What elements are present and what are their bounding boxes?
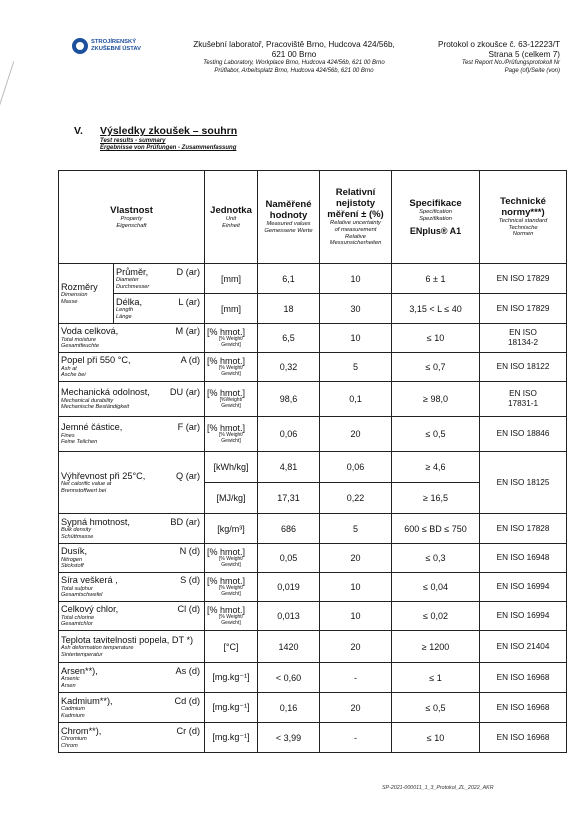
unit-cell: [% hmot.] [% Weight/ Gewicht]	[205, 544, 258, 573]
table-row: Celkový chlor, Cl (d) Total chlorine Gesamtchlor [% hmot.] [% Weight/ Gewicht] 0,013 10 ≤ 0,02 EN ISO 16994	[59, 602, 567, 631]
logo-text: STROJÍRENSKÝ ZKUŠEBNÍ ÚSTAV	[91, 39, 142, 52]
page-number: Strana 5 (celkem 7)	[488, 50, 560, 59]
table-row: Kadmium**), Cd (d) Cadmium Kadmium [mg.kg⁻¹] 0,16 20 ≤ 0,5 EN ISO 16968	[59, 693, 567, 723]
property-cell: Sypná hmotnost, BD (ar) Bulk density Schüttmasse	[59, 514, 205, 544]
logo-emblem-icon	[72, 38, 88, 54]
unit-cell: [% hmot.] [% Weight/ Gewicht]	[205, 353, 258, 382]
table-header-row	[59, 171, 567, 264]
property-cell: Teplota tavitelnosti popela, DT *) Ash deformation temperature Sintertemperatur	[59, 631, 205, 663]
property-cell: Popel při 550 °C, A (d) Ash at Asche bei	[59, 353, 205, 382]
logo	[72, 38, 141, 54]
protocol-number: Protokol o zkoušce č. 63-12223/T	[438, 40, 560, 49]
header-spec: Specifikace Specification Spezifikation ENplus® A1	[392, 171, 480, 264]
table-row: Teplota tavitelnosti popela, DT *) Ash deformation temperature Sintertemperatur [°C] 1420 20 ≥ 1200 EN ISO 21404	[59, 631, 567, 663]
property-cell: Mechanická odolnost, DU (ar) Mechanical durability Mechanische Beständigkeit	[59, 382, 205, 417]
footer-reference: SP-2021-000011_1_3_Protokol_ZL_2022_AKR	[382, 785, 494, 791]
lab-address: Zkušební laboratoř, Pracoviště Brno, Hudcova 424/56b, 621 00 Brno Testing Laboratory, Workplace Brno, Hudcova 424/56b, 621 00 Brno Prüflabor, Arbeitsplatz Brno, Hudcova 424/56b, 621 00 Brno	[193, 40, 395, 74]
property-cell: Výhřevnost při 25°C, Q (ar) Net calorific value at Brennstoffwert bei	[59, 452, 205, 514]
header-property: Vlastnost Property Eigenschaft	[59, 171, 205, 264]
table-row: Rozměry Dimension Masse Průměr, D (ar) Diameter Durchmesser [mm] 6,1 10 6 ± 1 EN ISO 17829	[59, 264, 567, 294]
unit-cell: [% hmot.] [%Weight/ Gewicht]	[205, 382, 258, 417]
table-row: Arsen**), As (d) Arsenic Arsen [mg.kg⁻¹] < 0,60 - ≤ 1 EN ISO 16968	[59, 663, 567, 693]
scan-artifact	[0, 61, 14, 118]
unit-cell: [% hmot.] [% Weight/ Gewicht]	[205, 573, 258, 602]
property-cell: Voda celková, M (ar) Total moisture Gesamtfeuchte	[59, 324, 205, 353]
header-uncertainty: Relativní nejistoty měření ± (%) Relative uncertainty of measurement Relative Messunsicherheiten	[320, 171, 392, 264]
section-number: V.	[74, 125, 83, 137]
property-cell: Síra veškerá , S (d) Total sulphur Gesamtschwefel	[59, 573, 205, 602]
table-row: Popel při 550 °C, A (d) Ash at Asche bei [% hmot.] [% Weight/ Gewicht] 0,32 5 ≤ 0,7 EN ISO 18122	[59, 353, 567, 382]
header-unit: Jednotka Unit Einheit	[205, 171, 258, 264]
section-title-en: Test results - summary	[100, 138, 166, 144]
header-norms: Technické normy***) Technical standard Technische Normen	[480, 171, 567, 264]
unit-cell: [% hmot.] [% Weight/ Gewicht]	[205, 417, 258, 452]
unit-cell: [% hmot.] [% Weight/ Gewicht]	[205, 602, 258, 631]
section-title-de: Ergebnisse von Prüfungen - Zusammenfassung	[100, 145, 237, 151]
table-row: [MJ/kg] 17,31 0,22 ≥ 16,5	[59, 483, 567, 514]
unit-cell: [% hmot.] [% Weight/ Gewicht]	[205, 324, 258, 353]
header-measured: Naměřené hodnoty Measured values Gemessene Werte	[258, 171, 320, 264]
dims-group: Rozměry Dimension Masse	[59, 264, 114, 324]
table-row: Dusík, N (d) Nitrogen Stickstoff [% hmot.] [% Weight/ Gewicht] 0,05 20 ≤ 0,3 EN ISO 16948	[59, 544, 567, 573]
table-row: Mechanická odolnost, DU (ar) Mechanical durability Mechanische Beständigkeit [% hmot.] [%Weight/ Gewicht] 98,6 0,1 ≥ 98,0 EN ISO 17831-1	[59, 382, 567, 417]
property-cell: Arsen**), As (d) Arsenic Arsen	[59, 663, 205, 693]
protocol-info: Protokol o zkoušce č. 63-12223/T Strana 5 (celkem 7) Test Report No./Prüfungsprotokoll Nr Page (of)/Seite (von)	[410, 40, 560, 75]
table-row: Výhřevnost při 25°C, Q (ar) Net calorific value at Brennstoffwert bei [kWh/kg] 4,81 0,06 ≥ 4,6 EN ISO 18125	[59, 452, 567, 483]
table-row: Sypná hmotnost, BD (ar) Bulk density Schüttmasse [kg/m³] 686 5 600 ≤ BD ≤ 750 EN ISO 17828	[59, 514, 567, 544]
property-cell: Celkový chlor, Cl (d) Total chlorine Gesamtchlor	[59, 602, 205, 631]
property-cell: Dusík, N (d) Nitrogen Stickstoff	[59, 544, 205, 573]
table-row: Jemné částice, F (ar) Fines Feine Teilchen [% hmot.] [% Weight/ Gewicht] 0,06 20 ≤ 0,5 EN ISO 18846	[59, 417, 567, 452]
results-table	[58, 170, 567, 753]
property-cell: Kadmium**), Cd (d) Cadmium Kadmium	[59, 693, 205, 723]
table-row: Délka, L (ar) Length Länge [mm] 18 30 3,15 < L ≤ 40 EN ISO 17829	[59, 294, 567, 324]
property-cell: Délka, L (ar) Length Länge	[114, 294, 205, 324]
table-row: Chrom**), Cr (d) Chromium Chrom [mg.kg⁻¹] < 3,99 - ≤ 10 EN ISO 16968	[59, 723, 567, 753]
property-cell: Průměr, D (ar) Diameter Durchmesser	[114, 264, 205, 294]
property-cell: Chrom**), Cr (d) Chromium Chrom	[59, 723, 205, 753]
property-cell: Jemné částice, F (ar) Fines Feine Teilchen	[59, 417, 205, 452]
table-row: Voda celková, M (ar) Total moisture Gesamtfeuchte [% hmot.] [% Weight/ Gewicht] 6,5 10 ≤ 10 EN ISO 18134-2	[59, 324, 567, 353]
section-title: Výsledky zkoušek – souhrn	[100, 125, 238, 137]
table-row: Síra veškerá , S (d) Total sulphur Gesamtschwefel [% hmot.] [% Weight/ Gewicht] 0,019 10 ≤ 0,04 EN ISO 16994	[59, 573, 567, 602]
